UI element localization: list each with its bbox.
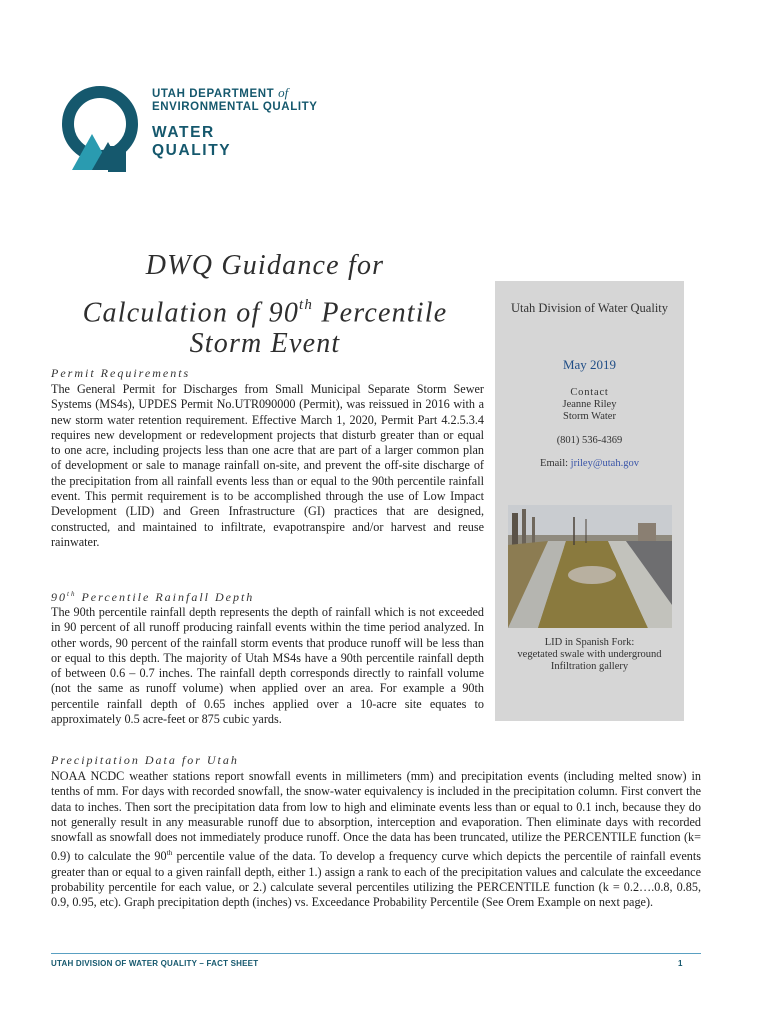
sidebar-panel: [495, 281, 684, 721]
sidebar-contact-label: Contact: [570, 387, 609, 398]
footer-label: UTAH DIVISION OF WATER QUALITY – FACT SHEET: [51, 959, 259, 968]
section-heading-permit: Permit Requirements: [51, 366, 191, 380]
logo-wordmark: [152, 86, 318, 160]
dwq-logo-icon: [62, 72, 142, 172]
sidebar-phone: (801) 536-4369: [556, 435, 623, 446]
logo-line-1: UTAH DEPARTMENT of: [152, 85, 289, 100]
sidebar-date: May 2019: [562, 357, 617, 372]
section-text-permit: The General Permit for Discharges from Small Municipal Separate Storm Sewer Systems (MS4s), UPDES Permit No.UTR090000 (Permit), was reissued in 2016 with a new storm water retention requirement. Effective March 1, 2020, Permit Part 4.2.5.3.4 requires new development or redevelopment projects that disturb greater than or equal to one acre, including projects less than one acre that are part of a larger common plan of development or sale to manage rainfall on-site, and prevent the off-site discharge of the precipitation from all rainfall events less than or equal to the 90th percentile rainfall event. This permit requirement is to be accomplished through the use of Low Impact Development (LID) and Green Infrastructure (GI) practices that are designed, constructed, and maintained to infiltrate, evapotranspire and/or harvest and reuse rainwater.: [51, 382, 484, 549]
logo-line-4: QUALITY: [152, 142, 232, 159]
section-text-depth: The 90th percentile rainfall depth represents the depth of rainfall which is not exceeded in 90 percent of all runoff producing rainfall events within the time period analyzed. In other words, 90 percent of the rainfall storm events that produce runoff will be less than or equal to this depth. The majority of Utah MS4s have a 90th percentile rainfall depth of between 0.6 – 0.7 inches. The rainfall depth corresponds directly to rainfall volume (not the same as runoff volume) when applied over an area. For example a 90th percentile rainfall depth of 0.65 inches applied over a 10-acre site equates to approximately 0.5 acre-feet or 875 cubic yards.: [51, 605, 484, 727]
section-heading-precip: Precipitation Data for Utah: [51, 753, 239, 767]
vegetated-swale-photo: [508, 505, 672, 628]
logo-line-3: WATER: [152, 124, 215, 141]
footer-divider: [51, 953, 701, 954]
logo-line-2: ENVIRONMENTAL QUALITY: [152, 101, 318, 113]
page-number: 1: [678, 959, 683, 968]
sidebar-organization: Utah Division of Water Quality: [510, 301, 669, 315]
sidebar-contact-dept: Storm Water: [563, 411, 616, 422]
sidebar-email: Email: jriley@utah.gov: [540, 458, 639, 469]
email-link[interactable]: jriley@utah.gov: [570, 458, 639, 469]
document-title-line-3: Storm Event: [189, 328, 341, 359]
document-title-line-2: Calculation of 90th Percentile: [82, 297, 448, 329]
section-heading-depth: 90th Percentile Rainfall Depth: [51, 590, 255, 604]
document-title-line-1: DWQ Guidance for: [145, 250, 385, 281]
sidebar-contact-name: Jeanne Riley: [562, 399, 617, 410]
photo-caption: LID in Spanish Fork: vegetated swale with underground Infiltration gallery: [517, 637, 662, 672]
section-text-precip: NOAA NCDC weather stations report snowfall events in millimeters (mm) and precipitation events (including melted snow) in tenths of mm. For days with recorded snowfall, the snow-water equivalency is included in the precipitation column. First convert the data to inches. Then sort the precipitation data from low to high and eliminate events less than or equal to 0.1 inch, because they do not generally result in any measurable runoff due to absorption, interception and evaporation. Then eliminate days with recorded snowfall as snowfall does not immediately produce runoff. Once the data has been truncated, utilize the PERCENTILE function (k= 0.9) to calculate the 90th percentile value of the data. To develop a frequency curve which depicts the percentile of rainfall events greater than or equal to a given rainfall depth, either 1.) assign a rank to each of the precipitation values and calculate the exceedance probability percentile for each value, or 2.) calculate several percentiles utilizing the PERCENTILE function (k = 0.2….0.8, 0.85, 0.9, 0.95, etc). Graph precipitation depth (inches) vs. Exceedance Probability Percentile (See Orem Example on next page).: [51, 769, 701, 910]
